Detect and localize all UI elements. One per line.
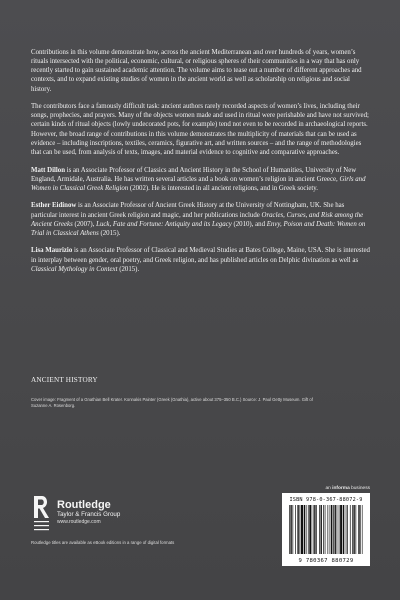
bio-text: (2002). He is interested in all ancient religions, and in Greek society.: [128, 184, 318, 192]
author-name: Esther Eidinow: [31, 202, 77, 210]
routledge-logo-icon: [31, 494, 51, 536]
ebook-availability-note: Routledge titles are available as eBook editions in a range of digital formats: [31, 540, 175, 545]
isbn-digits: 9 780367 880729: [298, 558, 354, 564]
informa-suffix: business: [349, 486, 370, 491]
bio-maurizio: [31, 246, 371, 273]
isbn-label: ISBN 978-0-367-88072-9: [289, 497, 363, 503]
informa-brand: informa: [332, 486, 350, 491]
bio-dillon: [31, 166, 371, 193]
bio-text: (2007),: [72, 220, 97, 228]
author-name: Matt Dillon: [31, 166, 66, 174]
publisher-block: [57, 499, 120, 526]
bio-text: is an Associate Professor of Ancient Greek History at the University of Nottingham, UK. She has particular interest in ancient Greek religion and magic, and her publications include: [31, 202, 345, 219]
book-title: Girls and Women in Classical Greek Religion: [31, 175, 366, 192]
subject-category: ANCIENT HISTORY: [31, 376, 98, 384]
barcode-icon: [289, 505, 363, 554]
publisher-url[interactable]: www.routledge.com: [57, 519, 101, 525]
bio-text: (2015).: [98, 229, 121, 237]
informa-business-label: [325, 486, 370, 491]
informa-prefix: an: [325, 486, 333, 491]
bio-eidinow: [31, 201, 371, 238]
bio-text: (2010), and: [231, 220, 267, 228]
publisher-name: Routledge: [57, 499, 111, 511]
book-title: Classical Mythology in Context: [31, 265, 118, 273]
cover-text: [31, 48, 371, 282]
bio-text: (2015).: [117, 265, 140, 273]
bio-text: is an Associate Professor of Classics and Ancient History in the School of Humanities, University of New England, Armidale, Australia. He has written several articles and a book on women’s religion in ancient Greece,: [31, 166, 357, 183]
author-name: Lisa Maurizio: [31, 247, 73, 255]
cover-image-credit: Cover image: Fragment of a Gnathian Bell Krater. Konnakis Painter (Greek (Gnathia), active about 375–350 B.C.) Source: J. Paul Getty Museum. Gift of Suzanne A. Rosenborg.: [31, 397, 313, 408]
publisher-group: Taylor & Francis Group: [57, 511, 121, 518]
blurb-paragraph-2: The contributors face a famously difficult task: ancient authors rarely recorded aspects of women’s lives, including their songs, prophecies, and prayers. Many of the objects women made and used in ritual were perishable and have not survived; certain kinds of ritual objects (lowly undecorated pots, for example) tend not even to be recorded in archaeological reports. However, the broad range of contributions in this volume demonstrates the multiplicity of materials that can be used as evidence – including inscriptions, textiles, ceramics, figurative art, and written sources – and the range of methodologies that can be used, from analysis of texts, images, and material evidence to cognitive and comparative approaches.: [31, 103, 369, 156]
isbn-barcode: [282, 493, 370, 566]
blurb-paragraph-1: Contributions in this volume demonstrate how, across the ancient Mediterranean and over hundreds of years, women’s rituals intersected with the political, economic, cultural, or religious spheres of their communities in a way that has only recently started to gain sustained academic attention. The volume aims to tease out a number of different approaches and contexts, and to expand existing studies of women in the ancient world as well as scholarship on religious and social history.: [31, 49, 362, 93]
book-title: Envy, Poison and Death: Women on Trial in Classical Athens: [31, 220, 366, 237]
bio-text: is an Associate Professor of Classical and Medieval Studies at Bates College, Maine, USA. She is interested in interplay between gender, oral poetry, and Greek religion, and has published articles on Delphic divination as well as: [31, 247, 370, 264]
book-title: Luck, Fate and Fortune: Antiquity and its Legacy: [96, 220, 232, 228]
book-title: Oracles, Curses, and Risk among the Ancient Greeks: [31, 211, 364, 228]
